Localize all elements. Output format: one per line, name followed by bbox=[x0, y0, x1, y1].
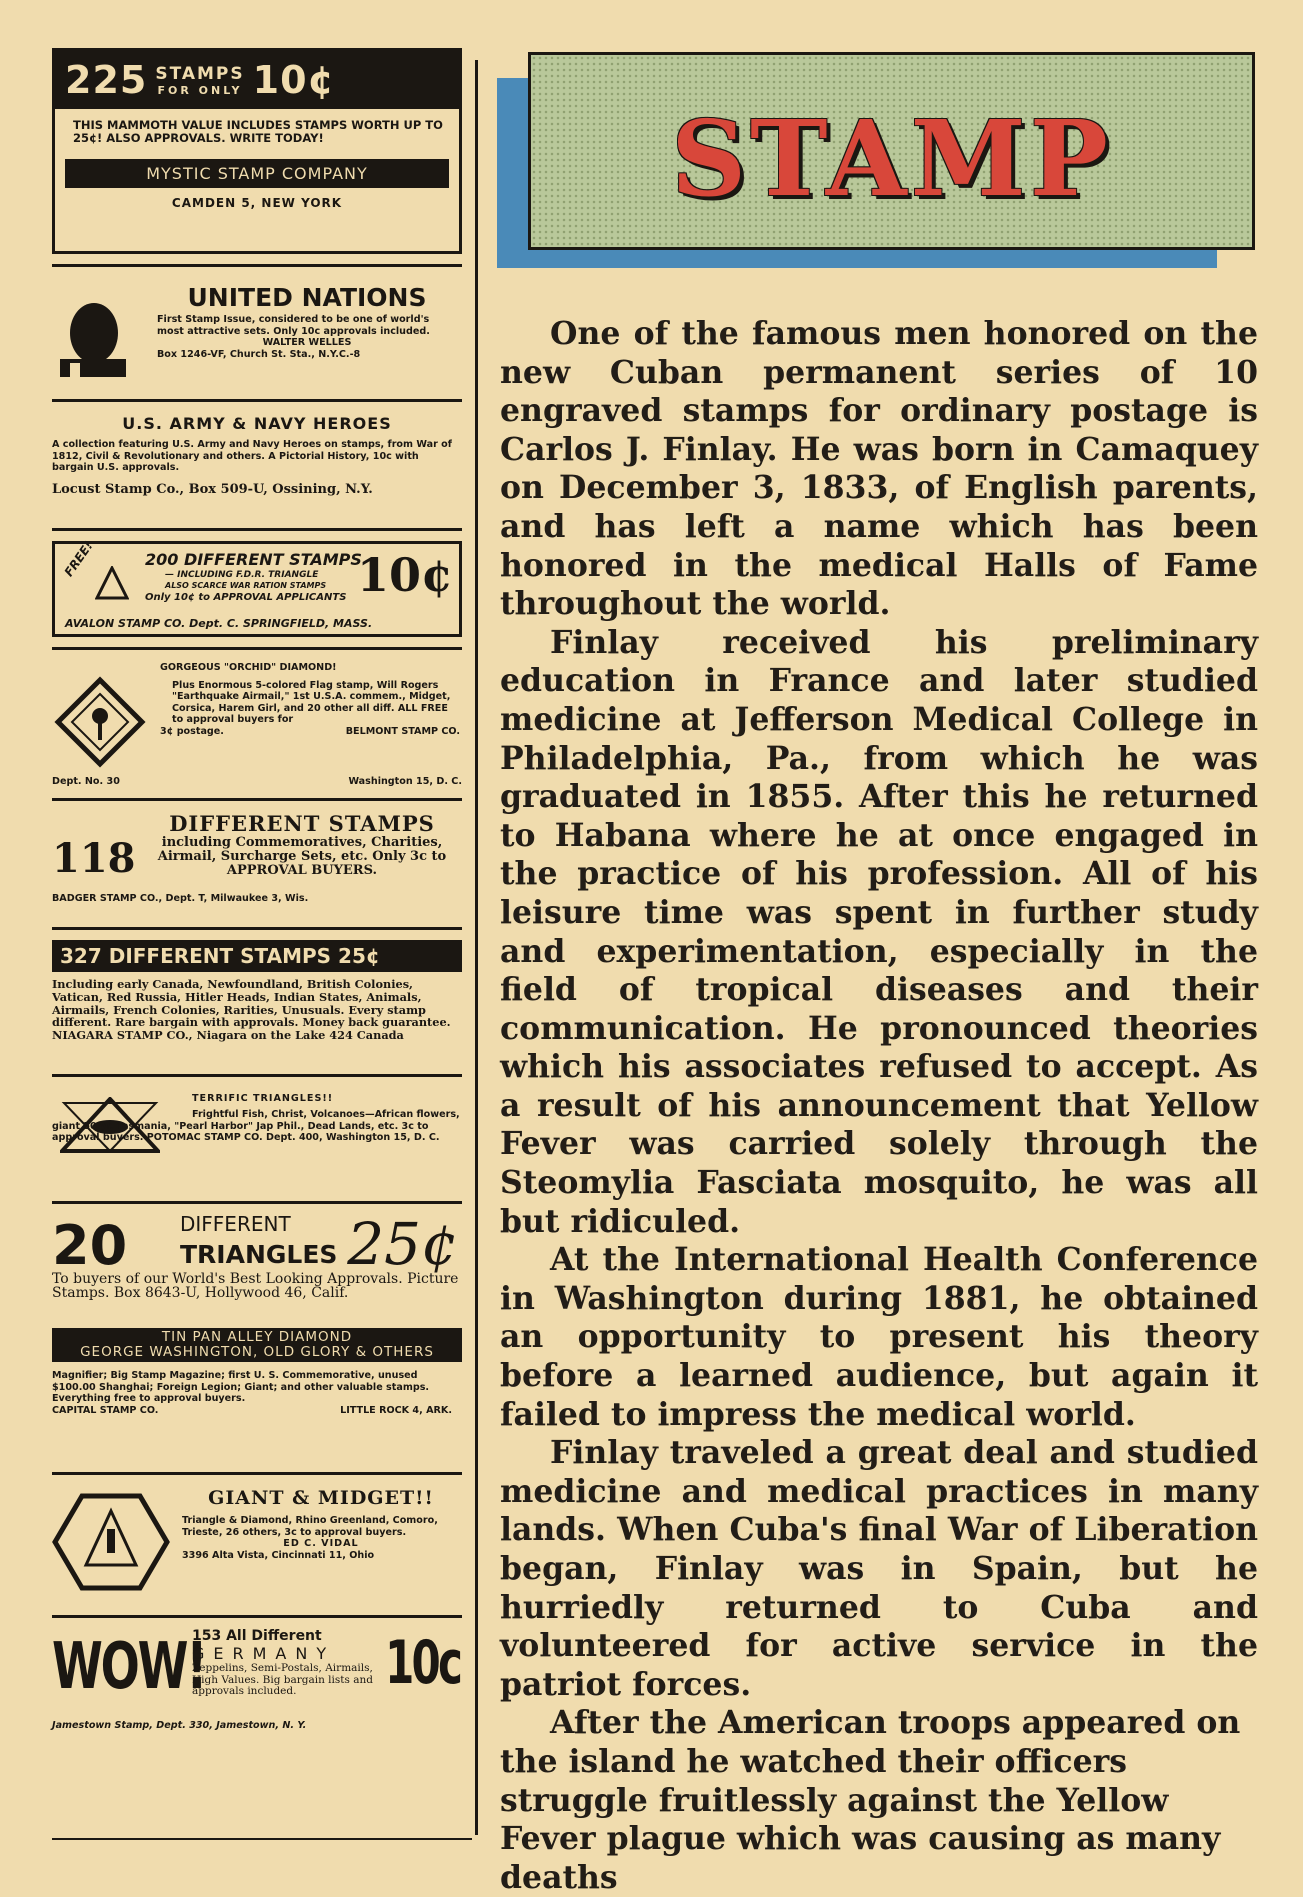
ad-vidal-body: Triangle & Diamond, Rhino Greenland, Comoro, Trieste, 26 others, 3c to approval buyers. bbox=[182, 1515, 438, 1538]
ad-un-title: UNITED NATIONS bbox=[187, 283, 427, 312]
ad-jamestown-price: 10c bbox=[385, 1628, 460, 1698]
ad-vidal-title: GIANT & MIDGET!! bbox=[208, 1487, 434, 1509]
ad-jamestown bbox=[52, 1624, 462, 1744]
ad-triangles-line1: DIFFERENT bbox=[180, 1212, 291, 1236]
article-paragraph-5: After the American troops appeared on the island he watched their officers struggle fruitlessly against the Yellow Fever plague which was causing as many deaths bbox=[500, 1704, 1241, 1896]
ad-badger-body: including Commemoratives, Charities, Airmail, Surcharge Sets, etc. Only 3c to APPROVAL BUYERS. bbox=[157, 835, 447, 878]
article-paragraph-2: Finlay received his preliminary education in France and later studied medicine at Jefferson Medical College in Philadelphia, Pa., from which he was graduated in 1855. After this he returned to Habana where he at once engaged in the practice of his profession. All of his leisure time was spent in further study and experimentation, especially in the field of tropical diseases and their communication. He pronounced theories which his associates refused to accept. As a result of his announcement that Yellow Fever was carried solely through the Steomylia Fasciata mosquito, he was all but ridiculed. bbox=[500, 623, 1258, 1240]
ad-triangles-line2: TRIANGLES bbox=[180, 1240, 338, 1269]
ad-triangles bbox=[52, 1210, 462, 1328]
ad-un-address: Box 1246-VF, Church St. Sta., N.Y.C.-8 bbox=[157, 348, 361, 360]
ad-army-title: U.S. ARMY & NAVY HEROES bbox=[122, 414, 392, 433]
ad-jamestown-wow: WOW! bbox=[52, 1630, 206, 1704]
giant-midget-stamp-icon bbox=[52, 1493, 170, 1591]
ad-capital-company: CAPITAL STAMP CO. bbox=[52, 1404, 159, 1416]
ad-mystic-price: 10¢ bbox=[252, 58, 335, 102]
ad-un-name: WALTER WELLES bbox=[262, 337, 352, 349]
ad-army-address: Locust Stamp Co., Box 509-U, Ossining, N.Y. bbox=[52, 481, 373, 497]
ad-avalon-free: FREE! bbox=[61, 538, 96, 580]
ad-avalon-line4: Only 10¢ to APPROVAL APPLICANTS bbox=[145, 592, 347, 603]
ad-mystic-stamps: STAMPS bbox=[155, 63, 245, 84]
ad-capital-city: LITTLE ROCK 4, ARK. bbox=[340, 1404, 452, 1416]
ad-vidal-name: ED C. VIDAL bbox=[283, 1538, 359, 1550]
ad-badger-count: 118 bbox=[52, 835, 136, 882]
ad-avalon-line3: ALSO SCARCE WAR RATION STAMPS bbox=[165, 581, 327, 590]
ad-mystic-company: MYSTIC STAMP COMPANY bbox=[65, 159, 449, 188]
ad-mystic-address: CAMDEN 5, NEW YORK bbox=[171, 196, 343, 210]
ad-capital-body: Magnifier; Big Stamp Magazine; first U. S. Commemorative, unused $100.00 Shanghai; Foreign Legion; Giant; and other valuable stamps. Everything free to approval buyers. bbox=[52, 1370, 430, 1405]
ad-army-body: A collection featuring U.S. Army and Navy Heroes on stamps, from War of 1812, Civil & Revolutionary and others. A Pictorial History, 10c with bargain U.S. approvals. bbox=[52, 439, 452, 474]
article-paragraph-3: At the International Health Conference in Washington during 1881, he obtained an opportunity to present his theory before a learned audience, but again it failed to impress the medical world. bbox=[500, 1241, 1258, 1433]
triangle-stamp-icon bbox=[95, 566, 129, 600]
article-title: STAMP bbox=[671, 97, 1112, 220]
ad-orchid-diamond bbox=[52, 656, 462, 792]
column-divider bbox=[475, 60, 478, 1835]
ad-potomac-body: Frightful Fish, Christ, Volcanoes—African flowers, giant 50 yr. Tasmania, "Pearl Harbor" Jap Phil., Dead Lands, etc. 3c to approval buyers. POTOMAC STAMP CO. Dept. 400, Washington 15, D. C. bbox=[52, 1109, 460, 1144]
ad-capital-banner bbox=[52, 1328, 462, 1362]
article-paragraph-4: Finlay traveled a great deal and studied medicine and medical practices in many lands. When Cuba's final War of Liberation began, Finlay was in Spain, but he hurriedly returned to Cuba and volunteered for active service in the patriot forces. bbox=[500, 1434, 1258, 1703]
ad-jamestown-line1: 153 All Different bbox=[192, 1628, 322, 1644]
ad-orchid-body: Plus Enormous 5-colored Flag stamp, Will Rogers "Earthquake Airmail," 1st U.S.A. commem., Midget, Corsica, Harem Girl, and 20 other all diff. ALL FREE to approval buyers for bbox=[172, 679, 451, 726]
article-body bbox=[500, 315, 1258, 1897]
ad-triangles-body: To buyers of our World's Best Looking Approvals. Picture Stamps. Box 8643-U, Hollywood 46, Calif. bbox=[52, 1271, 459, 1301]
ad-vidal bbox=[52, 1481, 462, 1609]
ad-capital bbox=[52, 1328, 462, 1466]
ad-orchid-title: GORGEOUS "ORCHID" DIAMOND! bbox=[160, 662, 337, 673]
ad-united-nations bbox=[52, 273, 462, 393]
ad-orchid-company: BELMONT STAMP CO. bbox=[345, 725, 460, 737]
ad-badger bbox=[52, 807, 462, 913]
ad-orchid-dept: Dept. No. 30 bbox=[52, 776, 120, 788]
ad-capital-bar1: TIN PAN ALLEY DIAMOND bbox=[161, 1329, 353, 1345]
ad-avalon bbox=[52, 538, 462, 637]
ad-avalon-company: AVALON STAMP CO. Dept. C. SPRINGFIELD, MASS. bbox=[65, 617, 373, 630]
ad-triangles-count: 20 bbox=[52, 1214, 128, 1277]
ad-jamestown-germany: GERMANY bbox=[192, 1644, 336, 1663]
ad-vidal-address: 3396 Alta Vista, Cincinnati 11, Ohio bbox=[182, 1549, 375, 1561]
un-stamp-icon bbox=[56, 291, 136, 381]
ad-mystic-for-only: FOR ONLY bbox=[157, 83, 243, 97]
ad-mystic-body: THIS MAMMOTH VALUE INCLUDES STAMPS WORTH UP TO 25¢! ALSO APPROVALS. WRITE TODAY! bbox=[73, 118, 443, 145]
ad-triangles-price: 25¢ bbox=[347, 1210, 458, 1278]
ad-niagara bbox=[52, 940, 462, 1068]
ad-jamestown-address: Jamestown Stamp, Dept. 330, Jamestown, N. Y. bbox=[52, 1720, 307, 1731]
ad-capital-bar2: GEORGE WASHINGTON, OLD GLORY & OTHERS bbox=[80, 1344, 434, 1360]
ad-orchid-city: Washington 15, D. C. bbox=[348, 776, 462, 788]
ad-avalon-price: 10¢ bbox=[356, 548, 453, 602]
diamond-stamp-icon bbox=[54, 676, 146, 768]
ad-badger-address: BADGER STAMP CO., Dept. T, Milwaukee 3, Wis. bbox=[52, 893, 309, 904]
ad-army-navy bbox=[52, 408, 462, 522]
ad-niagara-body: Including early Canada, Newfoundland, British Colonies, Vatican, Red Russia, Hitler Heads, Indian States, Animals, Airmails, French Colonies, Rarities, Unusuals. Every stamp different. Rare bargain with approvals. Money back guarantee. NIAGARA STAMP CO., Niagara on the Lake 424 Canada bbox=[52, 977, 451, 1043]
ad-potomac bbox=[52, 1083, 462, 1195]
ad-mystic-count: 225 bbox=[65, 58, 148, 102]
ad-jamestown-body: Zeppelins, Semi-Postals, Airmails, High Values. Big bargain lists and approvals included. bbox=[192, 1662, 373, 1697]
ad-un-body: First Stamp Issue, considered to be one of world's most attractive sets. Only 10c approvals included. bbox=[157, 314, 430, 337]
ad-avalon-title: 200 DIFFERENT STAMPS bbox=[145, 550, 362, 569]
ad-column bbox=[52, 48, 462, 1744]
ad-mystic-stamp bbox=[52, 48, 462, 254]
bottom-rule bbox=[52, 1838, 472, 1840]
ad-potomac-title: TERRIFIC TRIANGLES!! bbox=[192, 1093, 334, 1104]
ad-mystic-header bbox=[55, 51, 459, 109]
article-paragraph-1: One of the famous men honored on the new Cuban permanent series of 10 engraved stamps for ordinary postage is Carlos J. Finlay. He was born in Camaquey on December 3, 1833, of English parents, and has left a name which has been honored in the medical Halls of Fame throughout the world. bbox=[500, 315, 1258, 623]
ad-avalon-line2: — INCLUDING F.D.R. TRIANGLE bbox=[165, 570, 319, 580]
title-banner bbox=[528, 52, 1255, 250]
ad-niagara-title: 327 DIFFERENT STAMPS 25¢ bbox=[52, 940, 462, 972]
ad-orchid-postage: 3¢ postage. bbox=[160, 725, 224, 737]
ad-badger-title: DIFFERENT STAMPS bbox=[169, 811, 435, 836]
